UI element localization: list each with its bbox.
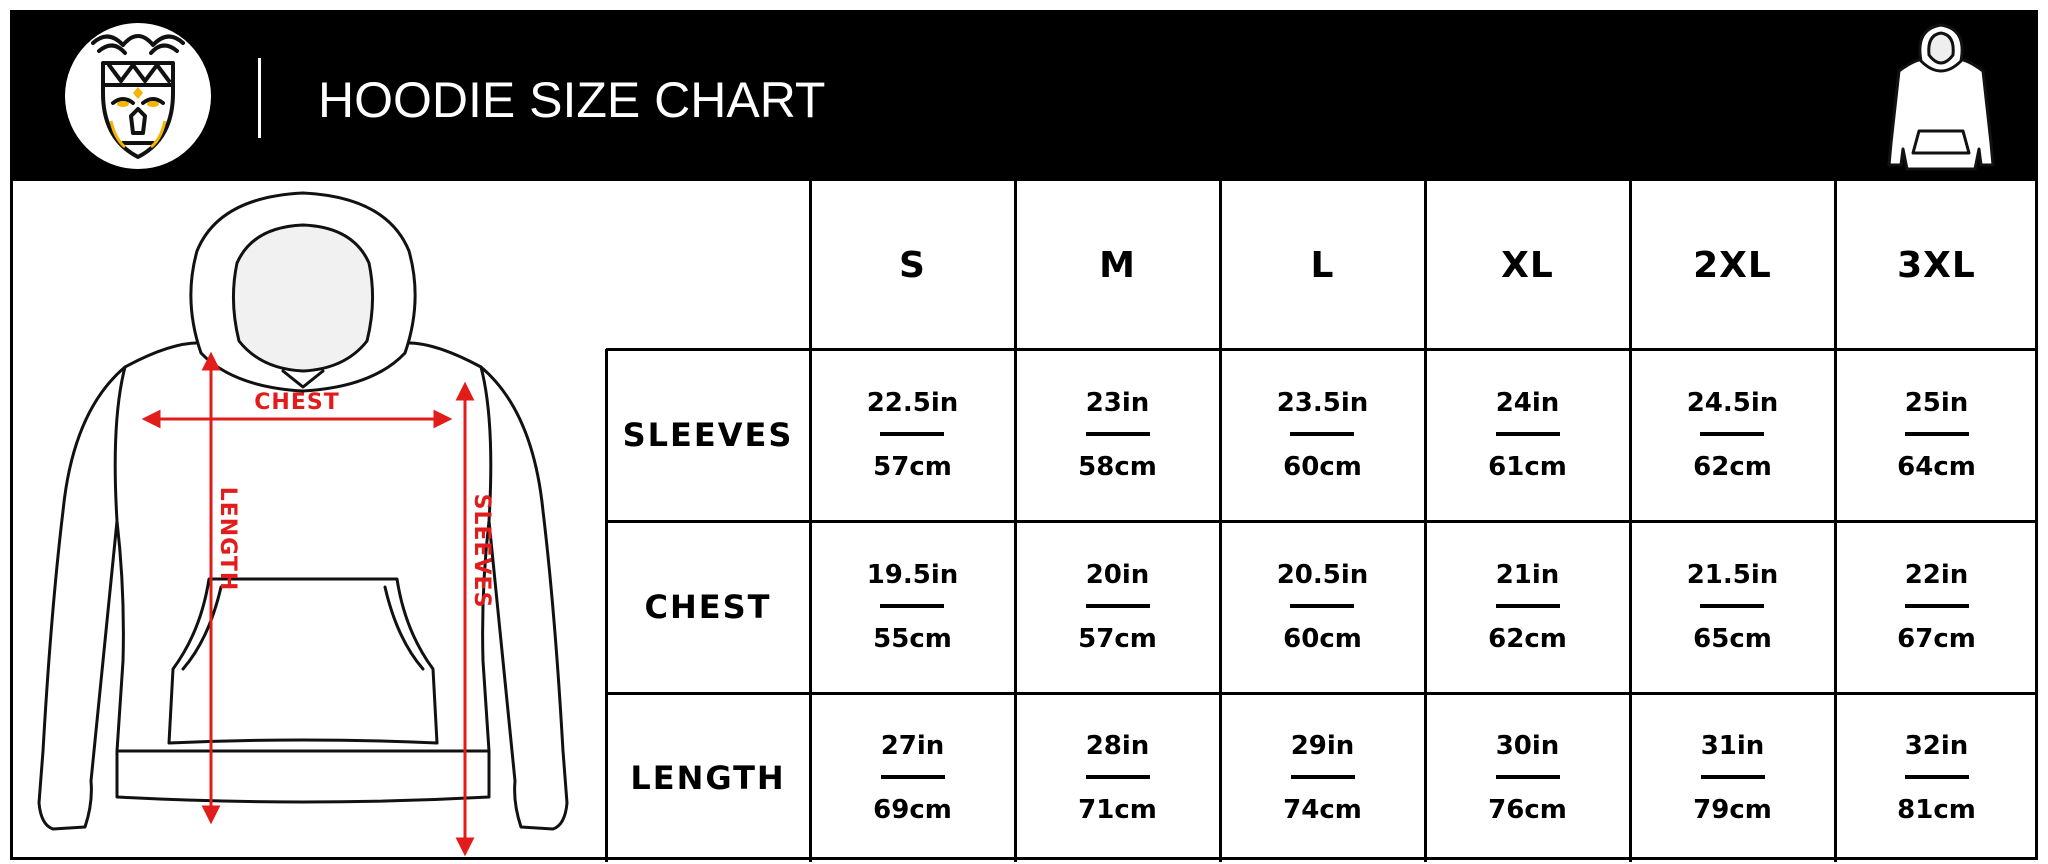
measurement-value [1078, 388, 1157, 482]
cm-value: 74cm [1283, 794, 1362, 825]
value-divider [1496, 775, 1560, 779]
measurement-value [1687, 388, 1779, 482]
measurement-value [1078, 731, 1157, 825]
measurement-value [1283, 731, 1362, 825]
measurement-cell [1630, 521, 1835, 693]
measurement-cell [810, 521, 1015, 693]
cm-value: 71cm [1078, 794, 1157, 825]
value-divider [880, 604, 944, 608]
inch-value: 24in [1495, 388, 1560, 418]
value-divider [1290, 432, 1354, 436]
cm-value: 61cm [1488, 452, 1567, 482]
measurement-cell [1220, 349, 1425, 521]
measurement-cell [1835, 349, 2038, 521]
inch-value: 21in [1495, 560, 1560, 590]
cm-value: 65cm [1693, 624, 1772, 654]
inch-value: 24.5in [1686, 388, 1779, 418]
value-divider [1496, 604, 1560, 608]
measurement-cell [1015, 521, 1220, 693]
cm-value: 81cm [1897, 794, 1976, 825]
value-divider [1700, 432, 1764, 436]
value-divider [1086, 775, 1150, 779]
tribal-mask-logo-icon [63, 21, 213, 171]
measurement-cell [1220, 521, 1425, 693]
value-divider [881, 775, 945, 779]
inch-value: 23.5in [1276, 388, 1369, 418]
cm-value: 60cm [1283, 624, 1362, 654]
header-divider [258, 58, 261, 138]
cm-value: 79cm [1693, 794, 1772, 825]
value-divider [880, 432, 944, 436]
size-label: M [1099, 244, 1136, 286]
row-header-cell [606, 349, 810, 521]
table-grid-line [606, 348, 2038, 351]
size-label: L [1310, 244, 1335, 286]
value-divider [1496, 432, 1560, 436]
size-label: XL [1501, 244, 1554, 286]
inch-value: 32in [1904, 730, 1969, 761]
size-header-cell [1835, 181, 2038, 349]
cm-value: 60cm [1283, 452, 1362, 482]
inch-value: 23in [1085, 388, 1150, 418]
value-divider [1290, 604, 1354, 608]
measurement-cell [810, 693, 1015, 862]
value-divider [1905, 432, 1969, 436]
inch-value: 20in [1085, 560, 1150, 590]
measurement-cell [1630, 349, 1835, 521]
inch-value: 30in [1495, 730, 1560, 761]
chest-measure-label: CHEST [254, 390, 340, 415]
measurement-value [1897, 388, 1976, 482]
hoodie-measurement-diagram [33, 191, 573, 861]
measurement-cell [1425, 349, 1630, 521]
hoodie-thumbnail-icon [1881, 19, 2001, 175]
value-divider [1086, 432, 1150, 436]
inch-value: 21.5in [1686, 560, 1779, 590]
size-header-cell [1425, 181, 1630, 349]
sleeves-measure-label: SLEEVES [469, 493, 494, 609]
measurement-value [1277, 560, 1369, 654]
measurement-value [867, 560, 959, 654]
measurement-cell [810, 349, 1015, 521]
measurement-value [873, 731, 952, 825]
table-grid-line [606, 520, 2038, 523]
inch-value: 22.5in [866, 388, 959, 418]
measurement-cell [1015, 693, 1220, 862]
row-label: CHEST [644, 588, 772, 626]
cm-value: 76cm [1488, 794, 1567, 825]
measurement-cell [1220, 693, 1425, 862]
inch-value: 22in [1904, 560, 1969, 590]
cm-value: 64cm [1897, 452, 1976, 482]
table-grid-line [605, 349, 608, 862]
row-header-cell [606, 521, 810, 693]
size-chart-frame [10, 10, 2038, 860]
row-label: SLEEVES [622, 416, 794, 454]
size-label: S [899, 244, 926, 286]
value-divider [1905, 775, 1969, 779]
measurement-value [867, 388, 959, 482]
measurement-value [1488, 560, 1567, 654]
measurement-value [1277, 388, 1369, 482]
measurement-cell [1015, 349, 1220, 521]
value-divider [1086, 604, 1150, 608]
measurement-value [1488, 388, 1567, 482]
cm-value: 69cm [873, 794, 952, 825]
measurement-value [1897, 560, 1976, 654]
cm-value: 62cm [1693, 452, 1772, 482]
page-title: HOODIE SIZE CHART [318, 72, 826, 128]
inch-value: 28in [1085, 730, 1150, 761]
size-header-cell [810, 181, 1015, 349]
cm-value: 62cm [1488, 624, 1567, 654]
value-divider [1701, 775, 1765, 779]
cm-value: 55cm [873, 624, 952, 654]
measurement-cell [1425, 521, 1630, 693]
measurement-cell [1835, 693, 2038, 862]
row-header-cell [606, 693, 810, 862]
measurement-value [1897, 731, 1976, 825]
size-label: 3XL [1897, 244, 1976, 286]
cm-value: 67cm [1897, 624, 1976, 654]
inch-value: 31in [1700, 730, 1765, 761]
cm-value: 57cm [873, 452, 952, 482]
cm-value: 57cm [1078, 624, 1157, 654]
measurement-cell [1425, 693, 1630, 862]
value-divider [1291, 775, 1355, 779]
measurement-value [1687, 560, 1779, 654]
measurement-cell [1835, 521, 2038, 693]
cm-value: 58cm [1078, 452, 1157, 482]
inch-value: 29in [1290, 730, 1355, 761]
value-divider [1700, 604, 1764, 608]
measurement-value [1693, 731, 1772, 825]
inch-value: 20.5in [1276, 560, 1369, 590]
header-bar [13, 13, 2035, 181]
table-grid-line [606, 692, 2038, 695]
value-divider [1905, 604, 1969, 608]
size-header-cell [1630, 181, 1835, 349]
size-header-cell [1220, 181, 1425, 349]
row-label: LENGTH [630, 758, 786, 797]
inch-value: 25in [1904, 388, 1969, 418]
measurement-cell [1630, 693, 1835, 862]
size-label: 2XL [1693, 244, 1772, 286]
length-measure-label: LENGTH [215, 486, 240, 592]
size-header-cell [1015, 181, 1220, 349]
measurement-value [1488, 731, 1567, 825]
measurement-value [1078, 560, 1157, 654]
inch-value: 19.5in [866, 560, 959, 590]
inch-value: 27in [880, 730, 945, 761]
